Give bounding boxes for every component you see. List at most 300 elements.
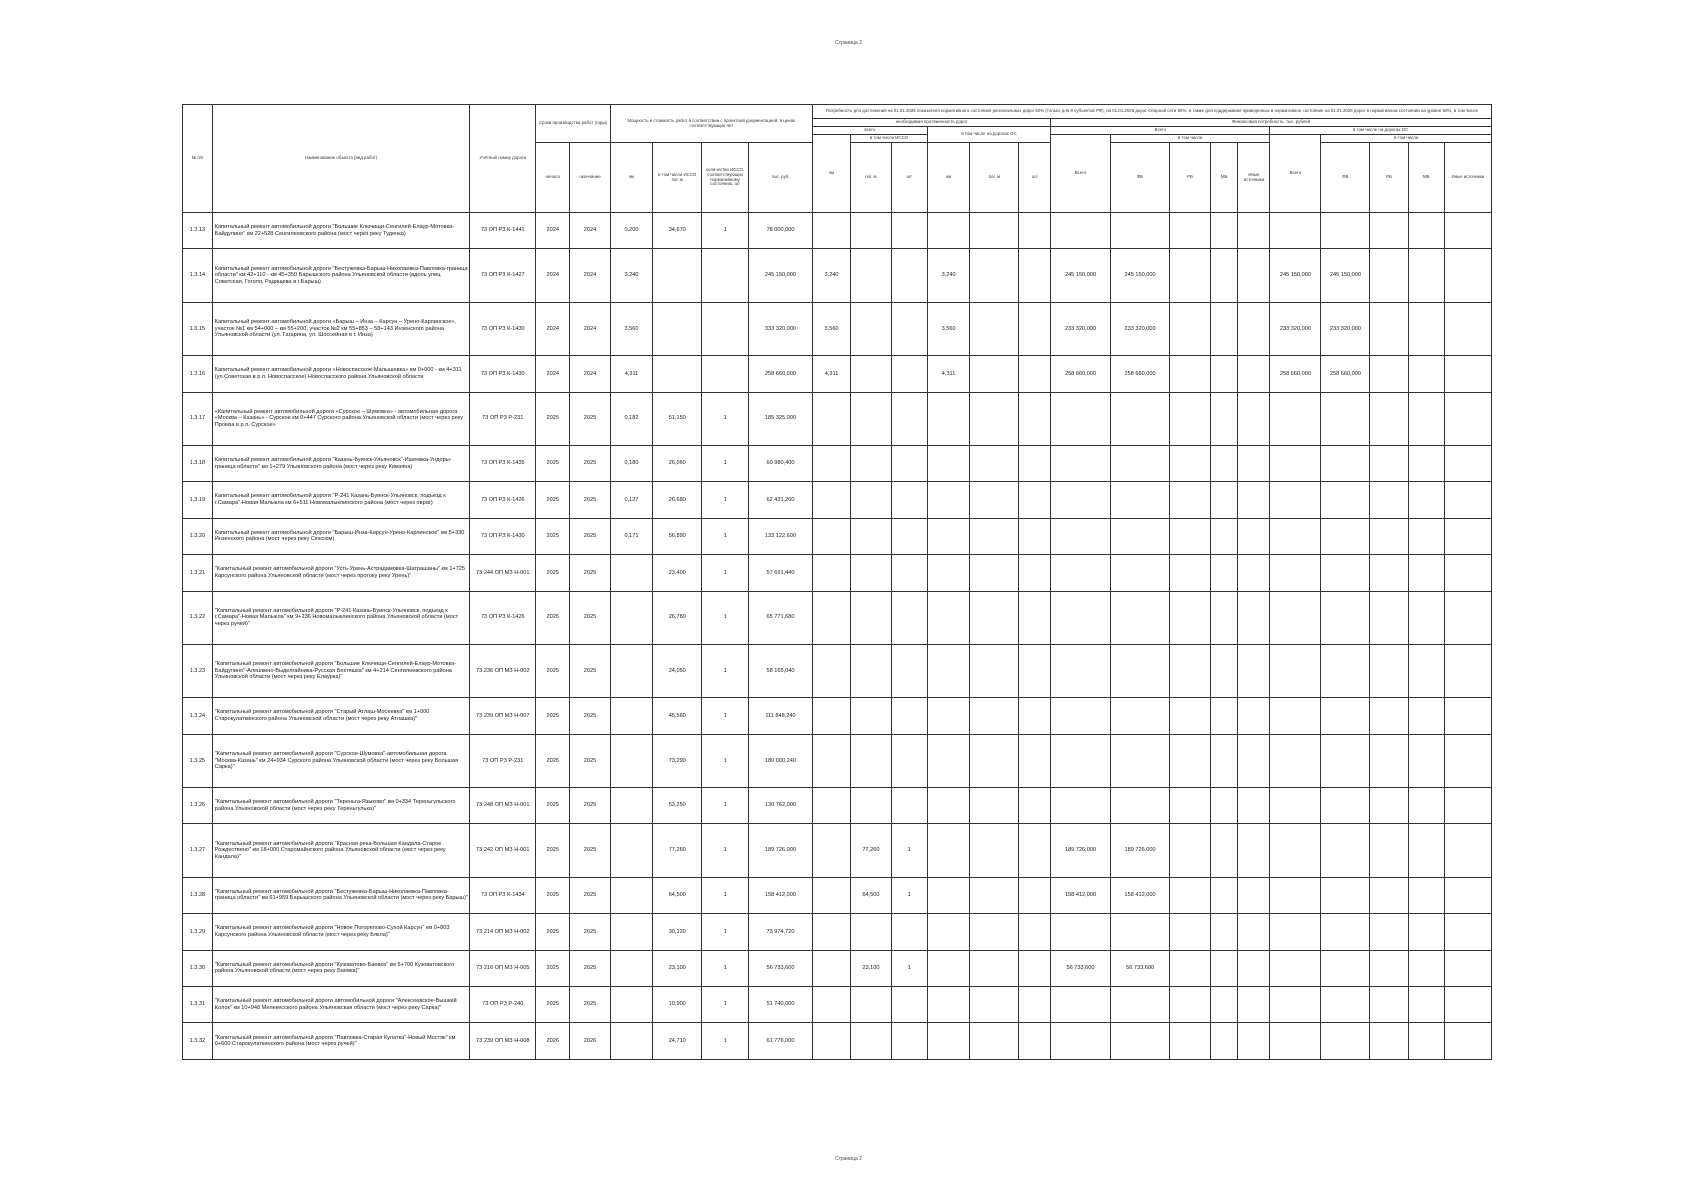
cell-f-other (1238, 788, 1270, 824)
cell-o-fb (1321, 1023, 1370, 1060)
cell-start: 2025 (536, 555, 570, 591)
cell-end: 2025 (570, 877, 610, 913)
cell-os-km (927, 877, 970, 913)
cell-f-mb (1210, 644, 1238, 697)
cell-o-mb (1408, 356, 1444, 392)
cell-isso-pm (653, 302, 702, 355)
cell-road-id: 73 244 ОП МЗ Н-001 (470, 555, 536, 591)
cell-o-fb (1321, 788, 1370, 824)
cell-n-sht (891, 1023, 927, 1060)
cell-isso-pm: 23,400 (653, 555, 702, 591)
cell-n-pm (851, 788, 891, 824)
cell-n-pm (851, 644, 891, 697)
cell-name: Капитальный ремонт автомобильной дороги "Бестужевка-Барыш-Николаевка-Павловка-граница области" км 42+110 - км 45+350 Барышского района Ульяновской области (вдоль улиц Советская, Гоголя, Радищева в г.Барыш) (212, 249, 470, 302)
cell-n-km: 3,240 (812, 249, 850, 302)
cell-o-total (1270, 877, 1321, 913)
cell-name: "Капитальный ремонт автомобильной дороги "Большие Ключищи-Сенгилей-Елаур-Мотовка-Байдулино"-Алешкино-Выделгайника-Русская Бектяшка" км 4+214 Сенгилеевского района Ульяновской области (мост через реку Елаурка)" (212, 644, 470, 697)
header-fin-sum: Всего (1051, 135, 1111, 213)
cell-os-pm (970, 356, 1019, 392)
cell-n-pm (851, 1023, 891, 1060)
cell-road-id: 73 ОП РЗ Р-231 (470, 734, 536, 787)
header-incl2: в том числе (1321, 135, 1492, 143)
cell-o-mb (1408, 591, 1444, 644)
cell-f-fb (1110, 1023, 1170, 1060)
cell-o-fb (1321, 877, 1370, 913)
cell-km (610, 591, 653, 644)
cell-isso-cnt: 1 (702, 987, 749, 1023)
cell-n-pm (851, 445, 891, 481)
cell-num: 1.3.14 (183, 249, 213, 302)
cell-o-other (1444, 734, 1491, 787)
cell-f-total (1051, 734, 1111, 787)
cell-f-fb: 189 726,000 (1110, 824, 1170, 877)
cell-n-km (812, 987, 850, 1023)
cell-os-sht (1019, 518, 1051, 554)
cell-n-sht (891, 392, 927, 445)
header-os-fb: ФБ (1321, 143, 1370, 213)
cell-cost: 111 848,240 (749, 698, 813, 734)
header-os-rb: РБ (1370, 143, 1408, 213)
cell-name: "Капитальный ремонт автомобильной дороги "Павловка-Старая Кулатка"-Новый Мостяк" км 0+600 Старокулаткинского района (мост через ручей)" (212, 1023, 470, 1060)
cell-o-fb: 233 320,000 (1321, 302, 1370, 355)
cell-start: 2025 (536, 392, 570, 445)
cell-f-fb: 245 150,000 (1110, 249, 1170, 302)
table-row (183, 824, 1492, 877)
cell-num: 1.3.23 (183, 644, 213, 697)
cell-o-other (1444, 518, 1491, 554)
cell-o-mb (1408, 824, 1444, 877)
cell-f-fb (1110, 392, 1170, 445)
cell-road-id: 73 ОП РЗ К-1441 (470, 213, 536, 249)
cell-o-total: 233 320,000 (1270, 302, 1321, 355)
cell-o-mb (1408, 555, 1444, 591)
cell-os-sht (1019, 445, 1051, 481)
cell-o-other (1444, 482, 1491, 518)
cell-o-other (1444, 213, 1491, 249)
cell-os-pm (970, 824, 1019, 877)
cell-o-total (1270, 591, 1321, 644)
cell-end: 2025 (570, 824, 610, 877)
cell-os-km: 4,311 (927, 356, 970, 392)
cell-o-mb (1408, 950, 1444, 986)
cell-f-other (1238, 644, 1270, 697)
cell-o-fb (1321, 392, 1370, 445)
cell-n-km: 3,560 (812, 302, 850, 355)
header-isso-count: количество ИССО, соответствующих нормативному состоянию, шт (702, 143, 749, 213)
cell-os-sht (1019, 987, 1051, 1023)
cell-road-id: 73 ОП РЗ К-1426 (470, 591, 536, 644)
cell-os-km (927, 698, 970, 734)
cell-f-fb (1110, 591, 1170, 644)
cell-name: Капитальный ремонт автомобильной дороги «Новоспасское-Малышевка» км 0+000 - км 4+311 (ул.Советская в р.п. Новоспасское) Новоспасского района Ульяновской области (212, 356, 470, 392)
cell-os-km (927, 482, 970, 518)
cell-road-id: 73 236 ОП МЗ Н-002 (470, 644, 536, 697)
header-name: Наименование объекта (вид работ) (212, 105, 470, 213)
cell-f-mb (1210, 877, 1238, 913)
cell-f-mb (1210, 302, 1238, 355)
cell-o-fb (1321, 445, 1370, 481)
cell-n-pm (851, 392, 891, 445)
cell-name: Капитальный ремонт автомобильной дороги "Казань-Буинск-Ульяновск"-Ишеевка-Ундоры-граница области" км 1+279 Ульяновского района (мост через реку Кимзяна) (212, 445, 470, 481)
cell-n-sht (891, 482, 927, 518)
cell-km (610, 987, 653, 1023)
cell-start: 2025 (536, 445, 570, 481)
cell-o-other (1444, 591, 1491, 644)
header-os-pm: пог. м (970, 143, 1019, 213)
cell-os-sht (1019, 555, 1051, 591)
cell-o-total (1270, 445, 1321, 481)
header-terms: Сроки производства работ (годы) (536, 105, 610, 143)
cell-isso-pm: 24,710 (653, 1023, 702, 1060)
cell-o-total (1270, 734, 1321, 787)
cell-isso-cnt: 1 (702, 824, 749, 877)
cell-f-other (1238, 950, 1270, 986)
cell-f-other (1238, 698, 1270, 734)
table-row (183, 213, 1492, 249)
cell-km: 0,200 (610, 213, 653, 249)
cell-end: 2025 (570, 914, 610, 950)
cell-name: Капитальный ремонт автомобильной дороги «Барыш – Инза – Карсун – Урено-Карлинское», участок №1 км 54+000 – км 55+200, участок №2 км 55+853 – 58+143 Инзенского района Ульяновской области (ул. Гагарина, ул. Шоссейная в г. Инза) (212, 302, 470, 355)
cell-f-fb (1110, 555, 1170, 591)
cell-road-id: 73 ОП РЗ К-1434 (470, 877, 536, 913)
cell-os-pm (970, 249, 1019, 302)
cell-o-rb (1370, 877, 1408, 913)
cell-f-mb (1210, 987, 1238, 1023)
cell-cost: 185 325,000 (749, 392, 813, 445)
cell-num: 1.3.31 (183, 987, 213, 1023)
cell-n-pm: 23,100 (851, 950, 891, 986)
table-row (183, 302, 1492, 355)
cell-start: 2025 (536, 788, 570, 824)
cell-n-sht (891, 445, 927, 481)
cell-name: Капитальный ремонт автомобильной дороги "Р-241 Казань-Буинск-Ульяновск, подъезд к г.Самара"-Новая Малыкла км 6+511 Новомалыклинского района (мост через овраг) (212, 482, 470, 518)
cell-start: 2025 (536, 987, 570, 1023)
cell-f-fb (1110, 445, 1170, 481)
cell-f-mb (1210, 591, 1238, 644)
cell-cost: 245 150,000 (749, 249, 813, 302)
cell-o-fb (1321, 987, 1370, 1023)
cell-o-rb (1370, 392, 1408, 445)
cell-n-sht (891, 987, 927, 1023)
cell-o-total (1270, 213, 1321, 249)
cell-isso-pm: 51,150 (653, 392, 702, 445)
cell-km: 3,240 (610, 249, 653, 302)
cell-f-mb (1210, 914, 1238, 950)
cell-os-km (927, 734, 970, 787)
cell-os-pm (970, 877, 1019, 913)
header-km: км (610, 143, 653, 213)
cell-f-rb (1170, 987, 1210, 1023)
cell-end: 2024 (570, 249, 610, 302)
cell-cost: 51 740,000 (749, 987, 813, 1023)
cell-n-km (812, 213, 850, 249)
cell-n-km (812, 392, 850, 445)
cell-km: 0,180 (610, 445, 653, 481)
cell-o-fb (1321, 824, 1370, 877)
cell-o-mb (1408, 698, 1444, 734)
cell-end: 2025 (570, 392, 610, 445)
cell-f-rb (1170, 445, 1210, 481)
cell-o-rb (1370, 518, 1408, 554)
cell-o-fb (1321, 213, 1370, 249)
cell-num: 1.3.21 (183, 555, 213, 591)
cell-n-km (812, 482, 850, 518)
cell-cost: 62 431,200 (749, 482, 813, 518)
cell-f-total: 56 733,600 (1051, 950, 1111, 986)
cell-n-sht (891, 788, 927, 824)
cell-km: 0,171 (610, 518, 653, 554)
cell-os-pm (970, 518, 1019, 554)
cell-f-fb (1110, 698, 1170, 734)
cell-o-other (1444, 987, 1491, 1023)
cell-n-sht (891, 698, 927, 734)
cell-isso-pm (653, 249, 702, 302)
cell-o-total (1270, 392, 1321, 445)
cell-f-total (1051, 644, 1111, 697)
cell-o-other (1444, 555, 1491, 591)
cell-o-total (1270, 1023, 1321, 1060)
cell-cost: 78 000,000 (749, 213, 813, 249)
header-incl: в том числе (1110, 135, 1270, 143)
cell-n-sht (891, 249, 927, 302)
cell-n-km (812, 788, 850, 824)
cell-os-km (927, 445, 970, 481)
cell-os-pm (970, 644, 1019, 697)
cell-km (610, 644, 653, 697)
cell-o-rb (1370, 445, 1408, 481)
header-km-need: км (812, 135, 850, 213)
cell-name: Капитальный ремонт автомобильной дороги "Большие Ключищи-Сенгилей-Елаур-Мотовка-Байдулино" км 22+528 Сенгилеевского района (мост через реку Туденка) (212, 213, 470, 249)
cell-n-km: 4,311 (812, 356, 850, 392)
cell-road-id: 73 ОП РЗ Р-231 (470, 392, 536, 445)
header-total: всего (812, 127, 927, 135)
cell-n-pm (851, 914, 891, 950)
cell-f-mb (1210, 734, 1238, 787)
cell-f-rb (1170, 914, 1210, 950)
cell-o-total (1270, 987, 1321, 1023)
cell-os-km (927, 914, 970, 950)
header-rb: РБ (1170, 143, 1210, 213)
cell-os-sht (1019, 392, 1051, 445)
cell-os-sht (1019, 914, 1051, 950)
cell-f-rb (1170, 698, 1210, 734)
cell-start: 2024 (536, 356, 570, 392)
table-row (183, 698, 1492, 734)
cell-o-other (1444, 1023, 1491, 1060)
cell-n-sht (891, 914, 927, 950)
cell-o-mb (1408, 213, 1444, 249)
cell-f-rb (1170, 1023, 1210, 1060)
cell-f-mb (1210, 788, 1238, 824)
cell-start: 2025 (536, 877, 570, 913)
cell-o-other (1444, 698, 1491, 734)
cell-isso-pm: 56,890 (653, 518, 702, 554)
cell-start: 2025 (536, 591, 570, 644)
cell-os-sht (1019, 877, 1051, 913)
header-os-sum: Всего (1270, 135, 1321, 213)
cell-road-id: 73 239 ОП МЗ Н-007 (470, 698, 536, 734)
table-row (183, 1023, 1492, 1060)
cell-name: "Капитальный ремонт автомобильной дороги автомобильной дороги "Алексеевское-Вышкий Колок" км 10+948 Мелекесского района Ульяновская области (мост через реку Сарка)" (212, 987, 470, 1023)
cell-n-sht (891, 356, 927, 392)
cell-start: 2025 (536, 482, 570, 518)
cell-road-id: 73 ОП РЗ К-1430 (470, 302, 536, 355)
cell-f-rb (1170, 824, 1210, 877)
header-os-other: Иные источники (1444, 143, 1491, 213)
cell-n-pm (851, 302, 891, 355)
cell-os-km (927, 392, 970, 445)
cell-os-sht (1019, 824, 1051, 877)
cell-isso-cnt: 1 (702, 213, 749, 249)
cell-os-km (927, 824, 970, 877)
cell-os-km: 3,560 (927, 302, 970, 355)
cell-start: 2025 (536, 644, 570, 697)
cell-isso-cnt: 1 (702, 392, 749, 445)
cell-f-fb (1110, 213, 1170, 249)
cell-isso-pm: 64,500 (653, 877, 702, 913)
table-row (183, 356, 1492, 392)
cell-start: 2025 (536, 824, 570, 877)
header-mb: МБ (1210, 143, 1238, 213)
cell-os-sht (1019, 213, 1051, 249)
table-row (183, 482, 1492, 518)
cell-f-mb (1210, 482, 1238, 518)
cell-cost: 158 412,000 (749, 877, 813, 913)
cell-isso-cnt: 1 (702, 914, 749, 950)
cell-n-pm (851, 213, 891, 249)
cell-o-total: 258 660,000 (1270, 356, 1321, 392)
cell-n-pm (851, 482, 891, 518)
cell-os-km (927, 213, 970, 249)
cell-cost: 130 762,000 (749, 788, 813, 824)
cell-isso-cnt (702, 356, 749, 392)
cell-f-other (1238, 249, 1270, 302)
cell-n-sht: 1 (891, 824, 927, 877)
cell-f-rb (1170, 482, 1210, 518)
cell-o-other (1444, 392, 1491, 445)
cell-os-km: 3,240 (927, 249, 970, 302)
cell-isso-pm: 53,250 (653, 788, 702, 824)
cell-name: "Капитальный ремонт автомобильной дороги "Бестужевка-Барыш-Николаевка-Павловка-граница области" км 61+959 Барышского района Ульяновской области (мост через реку Барыш)" (212, 877, 470, 913)
cell-os-pm (970, 213, 1019, 249)
cell-os-km (927, 788, 970, 824)
cell-f-total (1051, 392, 1111, 445)
cell-o-rb (1370, 698, 1408, 734)
cell-n-sht (891, 555, 927, 591)
cell-o-total (1270, 788, 1321, 824)
cell-f-total (1051, 445, 1111, 481)
cell-f-fb (1110, 734, 1170, 787)
cell-o-mb (1408, 445, 1444, 481)
cell-isso-cnt: 1 (702, 644, 749, 697)
cell-o-rb (1370, 788, 1408, 824)
cell-f-other (1238, 1023, 1270, 1060)
cell-start: 2025 (536, 914, 570, 950)
cell-name: Капитальный ремонт автомобильной дороги "Барыш-Инза-Карсун-Урено-Карлинское" км 5+330 Инзенского района (мост через реку Сюксюм) (212, 518, 470, 554)
cell-o-rb (1370, 1023, 1408, 1060)
cell-num: 1.3.32 (183, 1023, 213, 1060)
cell-n-sht (891, 591, 927, 644)
cell-road-id: 73 ОП РЗ Р-240 (470, 987, 536, 1023)
cell-n-km (812, 644, 850, 697)
cell-km: 3,560 (610, 302, 653, 355)
cell-name: "Капитальный ремонт автомобильной дороги "Р-241 Казань-Буинск-Ульяновск, подъезд к г.Самара"-Новая Малыкла" км 9+236 Новомалыклинского района Ульяновской области (мост через ручей)" (212, 591, 470, 644)
cell-start: 2025 (536, 698, 570, 734)
cell-os-pm (970, 445, 1019, 481)
cell-f-fb (1110, 644, 1170, 697)
cell-num: 1.3.26 (183, 788, 213, 824)
cell-road-id: 73 239 ОП МЗ Н-008 (470, 1023, 536, 1060)
cell-o-other (1444, 249, 1491, 302)
cell-isso-cnt: 1 (702, 698, 749, 734)
header-need-pm: пог. м (851, 143, 891, 213)
cell-n-sht (891, 518, 927, 554)
cell-cost: 57 691,440 (749, 555, 813, 591)
cell-road-id: 73 ОП РЗ К-1430 (470, 356, 536, 392)
header-num: № п/п (183, 105, 213, 213)
cell-f-other (1238, 356, 1270, 392)
cell-n-pm (851, 356, 891, 392)
cell-f-total: 233 320,000 (1051, 302, 1111, 355)
cell-os-km (927, 987, 970, 1023)
cell-km (610, 555, 653, 591)
cell-f-rb (1170, 788, 1210, 824)
cell-km: 0,182 (610, 392, 653, 445)
cell-o-mb (1408, 392, 1444, 445)
cell-n-pm (851, 591, 891, 644)
cell-isso-cnt: 1 (702, 518, 749, 554)
cell-os-sht (1019, 698, 1051, 734)
cell-n-km (812, 914, 850, 950)
cell-f-fb: 258 660,000 (1110, 356, 1170, 392)
cell-os-pm (970, 555, 1019, 591)
cell-f-fb: 56 733,600 (1110, 950, 1170, 986)
cell-isso-cnt (702, 302, 749, 355)
cell-num: 1.3.17 (183, 392, 213, 445)
cell-end: 2024 (570, 302, 610, 355)
cell-isso-pm: 45,560 (653, 698, 702, 734)
cell-o-other (1444, 788, 1491, 824)
header-need: Потребность для достижения на 01.01.2025 показателя нормативного состояния региональных дорог 50% (только для 8 субъектов РФ), на 01.01.2026 дорог Опорной сети 80%, а также для поддержания приведенных в нормативное состояние на 01.01.2025 дорог в нормативном состоянии на уровне 50%, в том числе (812, 105, 1491, 119)
cell-isso-pm: 26,060 (653, 445, 702, 481)
cell-km (610, 698, 653, 734)
cell-o-rb (1370, 950, 1408, 986)
cell-f-other (1238, 591, 1270, 644)
cell-cost: 60 980,400 (749, 445, 813, 481)
cell-o-mb (1408, 249, 1444, 302)
cell-road-id: 73 248 ОП МЗ Н-001 (470, 788, 536, 824)
cell-n-sht (891, 734, 927, 787)
cell-km (610, 734, 653, 787)
cell-cost: 333 320,000 (749, 302, 813, 355)
cell-isso-pm: 26,780 (653, 591, 702, 644)
cell-o-fb (1321, 698, 1370, 734)
cell-os-km (927, 518, 970, 554)
cell-end: 2025 (570, 518, 610, 554)
cell-n-pm (851, 698, 891, 734)
cell-num: 1.3.24 (183, 698, 213, 734)
cell-os-sht (1019, 482, 1051, 518)
header-road-id: Учётный номер дороги (470, 105, 536, 213)
cell-o-mb (1408, 914, 1444, 950)
cell-o-other (1444, 302, 1491, 355)
cell-isso-pm: 34,670 (653, 213, 702, 249)
cell-isso-cnt: 1 (702, 788, 749, 824)
cell-isso-cnt: 1 (702, 950, 749, 986)
cell-f-mb (1210, 445, 1238, 481)
cell-end: 2024 (570, 356, 610, 392)
cell-end: 2026 (570, 1023, 610, 1060)
